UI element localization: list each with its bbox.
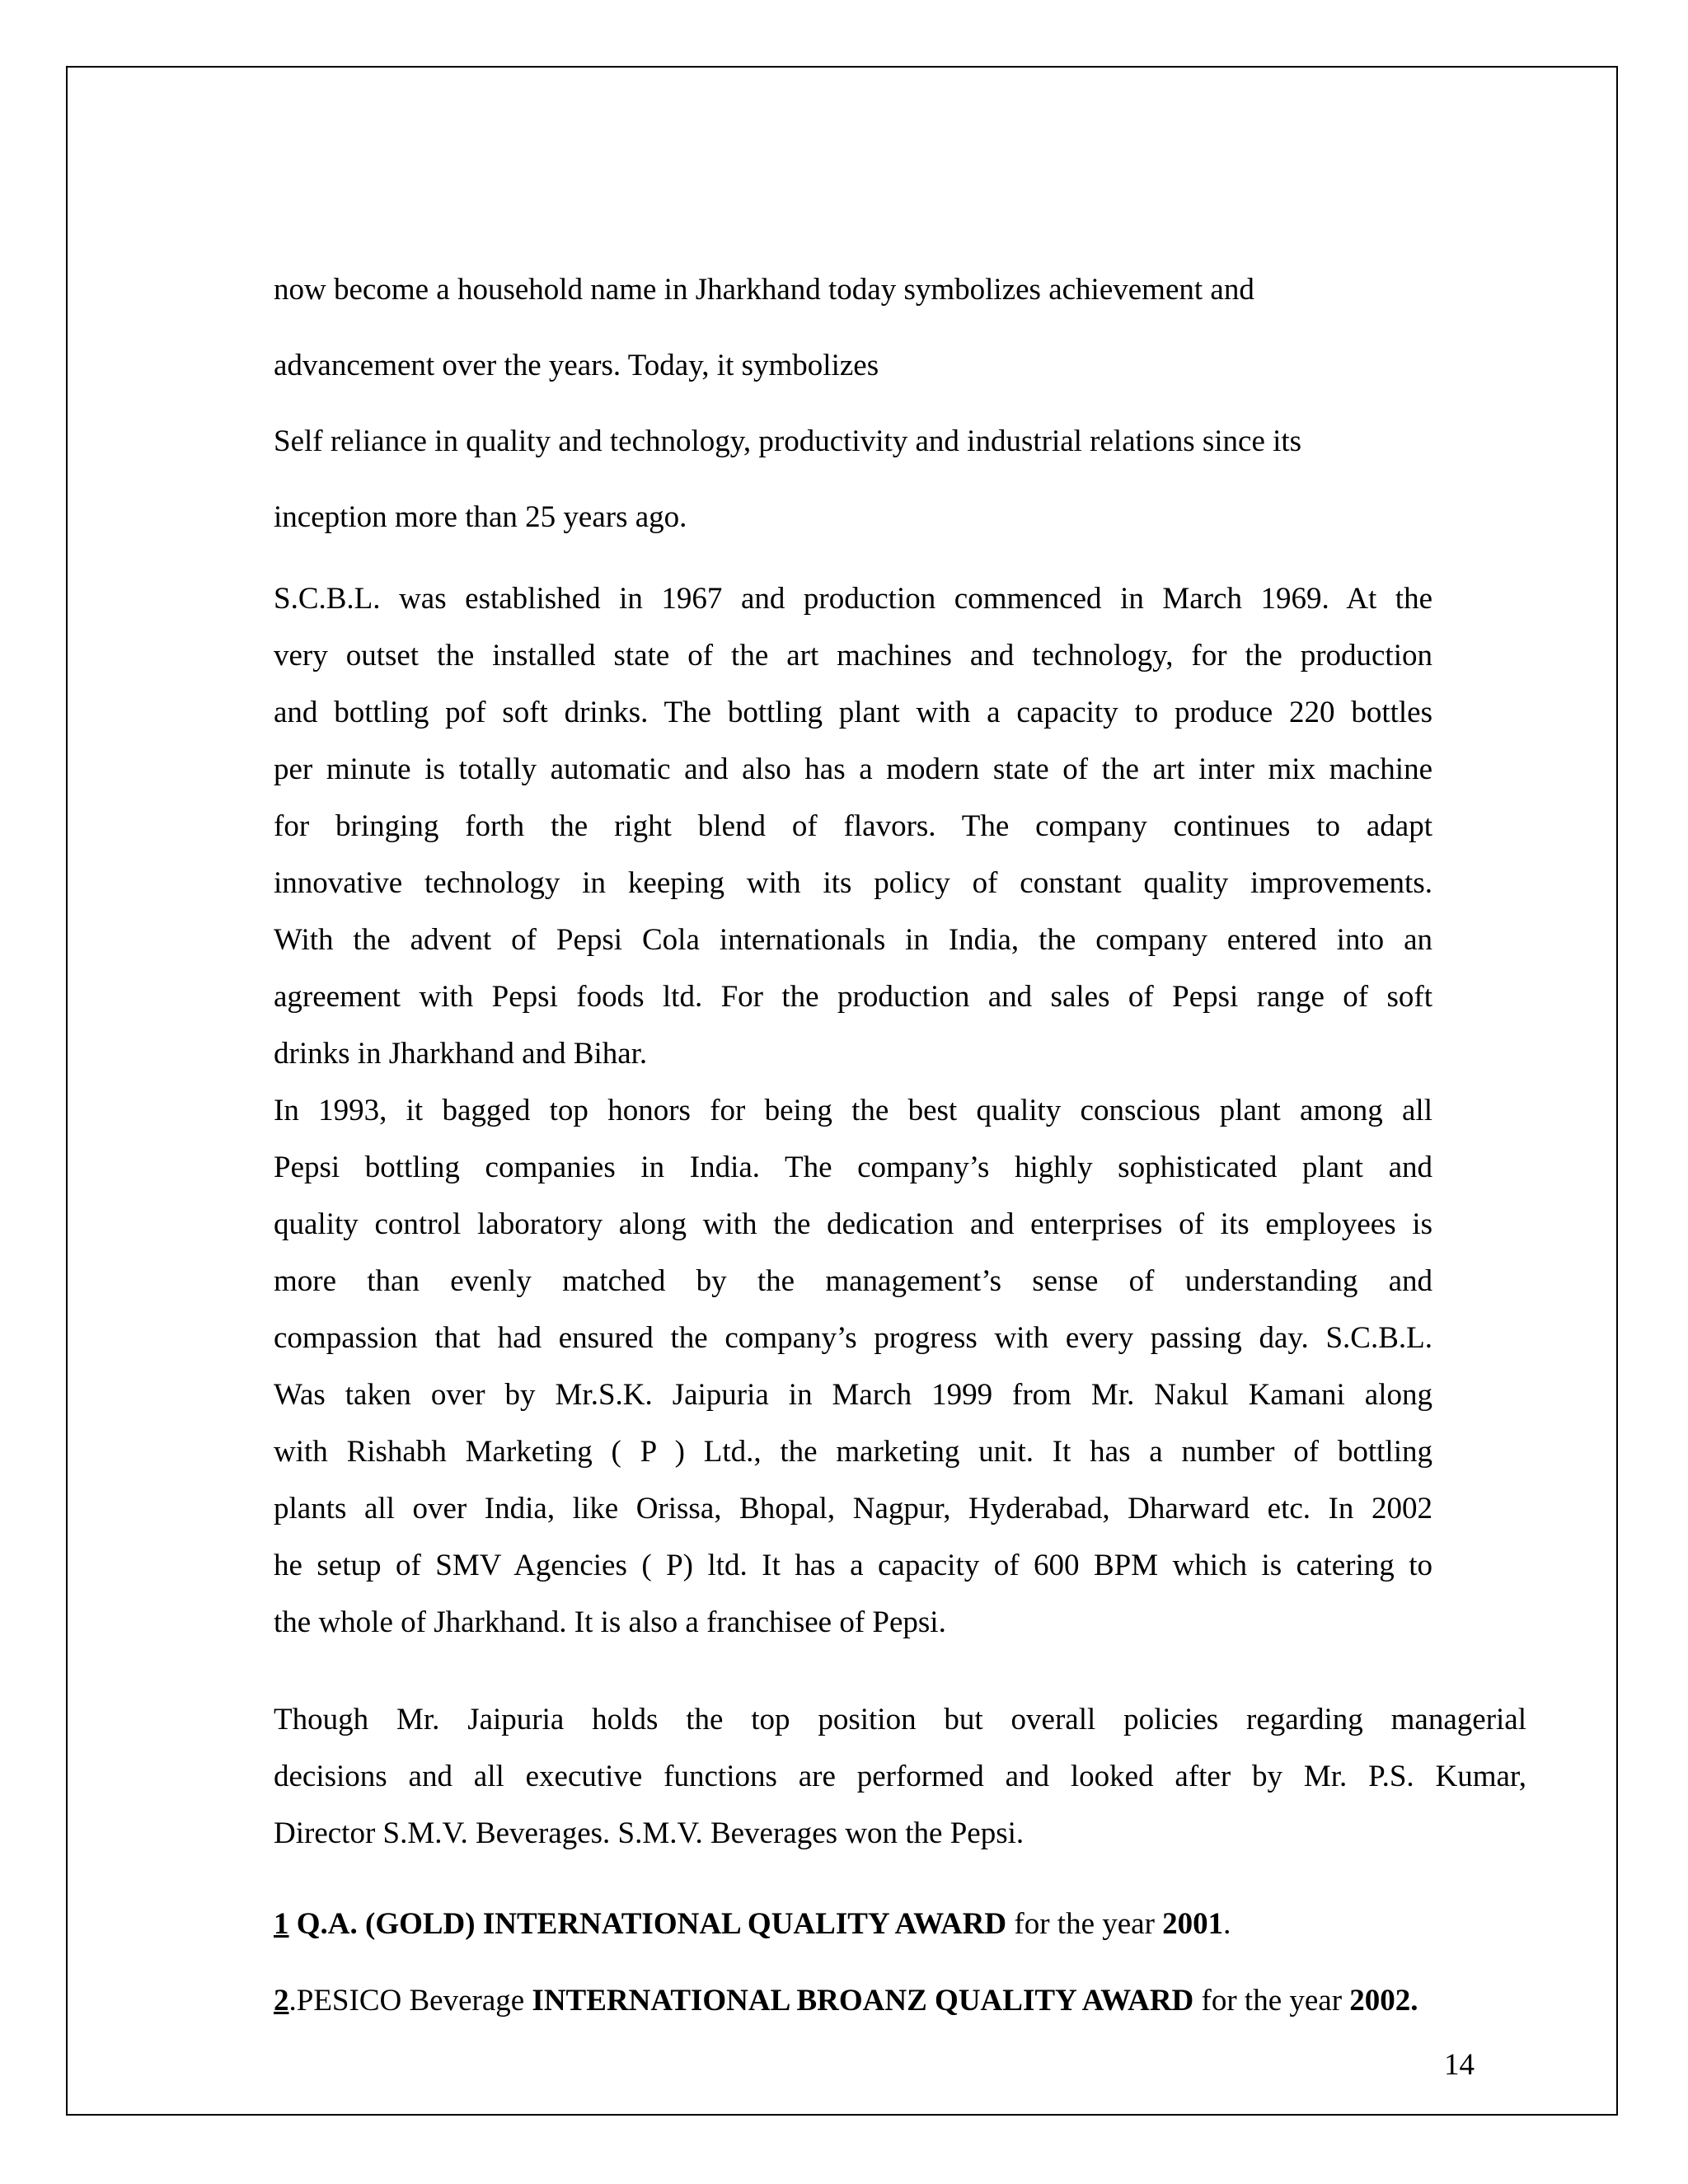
intro-line-1: now become a household name in Jharkhand today symbolizes achievement and	[274, 273, 1254, 307]
paragraph-line: drinks in Jharkhand and Bihar.	[274, 1037, 648, 1071]
paragraph-line: he setup of SMV Agencies ( P) ltd. It has a capacity of 600 BPM which is catering to	[274, 1549, 1432, 1582]
paragraph-line: very outset the installed state of the art machines and technology, for the production	[274, 639, 1432, 673]
paragraph-line: decisions and all executive functions are performed and looked after by Mr. P.S. Kumar,	[274, 1760, 1526, 1793]
page-number: 14	[1444, 2048, 1475, 2082]
paragraph-line: per minute is totally automatic and also has a modern state of the art inter mix machine	[274, 752, 1432, 786]
intro-line-2: advancement over the years. Today, it symbolizes	[274, 349, 879, 382]
intro-line-3: Self reliance in quality and technology, productivity and industrial relations since its	[274, 424, 1302, 458]
paragraph-line: quality control laboratory along with the dedication and enterprises of its employees is	[274, 1207, 1432, 1241]
paragraph-line: innovative technology in keeping with its policy of constant quality improvements.	[274, 866, 1432, 900]
paragraph-line: agreement with Pepsi foods ltd. For the production and sales of Pepsi range of soft	[274, 980, 1432, 1014]
paragraph-line: compassion that had ensured the company’s progress with every passing day. S.C.B.L.	[274, 1321, 1432, 1355]
paragraph-line: more than evenly matched by the management’s sense of understanding and	[274, 1264, 1432, 1298]
award-item-2	[274, 1983, 1418, 2018]
paragraph-honors	[274, 1082, 1432, 1651]
award-item-1	[274, 1906, 1231, 1942]
award-number: 2	[274, 1984, 289, 2018]
award-pre: .PESICO Beverage	[288, 1984, 532, 2018]
award-middle: for the year	[1193, 1984, 1350, 2018]
paragraph-line: In 1993, it bagged top honors for being the best quality conscious plant among all	[274, 1094, 1432, 1127]
award-year: 2001	[1162, 1907, 1224, 1941]
intro-line-4: inception more than 25 years ago.	[274, 500, 687, 534]
paragraph-line: With the advent of Pepsi Cola internationals in India, the company entered into an	[274, 923, 1432, 957]
award-title: INTERNATIONAL BROANZ QUALITY AWARD	[532, 1984, 1194, 2018]
award-middle: for the year	[1006, 1907, 1163, 1941]
paragraph-line: Though Mr. Jaipuria holds the top position but overall policies regarding managerial	[274, 1703, 1526, 1736]
paragraph-line: S.C.B.L. was established in 1967 and production commenced in March 1969. At the	[274, 582, 1432, 616]
paragraph-line: for bringing forth the right blend of flavors. The company continues to adapt	[274, 809, 1432, 843]
award-year: 2002.	[1349, 1984, 1418, 2018]
paragraph-line: Pepsi bottling companies in India. The company’s highly sophisticated plant and	[274, 1151, 1432, 1184]
paragraph-scbl-history	[274, 570, 1432, 1082]
paragraph-line: Was taken over by Mr.S.K. Jaipuria in March 1999 from Mr. Nakul Kamani along	[274, 1378, 1432, 1412]
paragraph-line: the whole of Jharkhand. It is also a franchisee of Pepsi.	[274, 1605, 946, 1639]
paragraph-line: with Rishabh Marketing ( P ) Ltd., the marketing unit. It has a number of bottling	[274, 1435, 1432, 1469]
paragraph-management	[274, 1691, 1526, 1862]
award-title: Q.A. (GOLD) INTERNATIONAL QUALITY AWARD	[296, 1907, 1007, 1941]
paragraph-line: and bottling pof soft drinks. The bottling plant with a capacity to produce 220 bottles	[274, 696, 1432, 729]
award-tail: .	[1223, 1907, 1231, 1941]
paragraph-line: plants all over India, like Orissa, Bhopal, Nagpur, Hyderabad, Dharward etc. In 2002	[274, 1492, 1432, 1526]
award-pre	[289, 1907, 297, 1941]
award-number: 1	[274, 1907, 289, 1941]
paragraph-line: Director S.M.V. Beverages. S.M.V. Beverages won the Pepsi.	[274, 1816, 1025, 1850]
